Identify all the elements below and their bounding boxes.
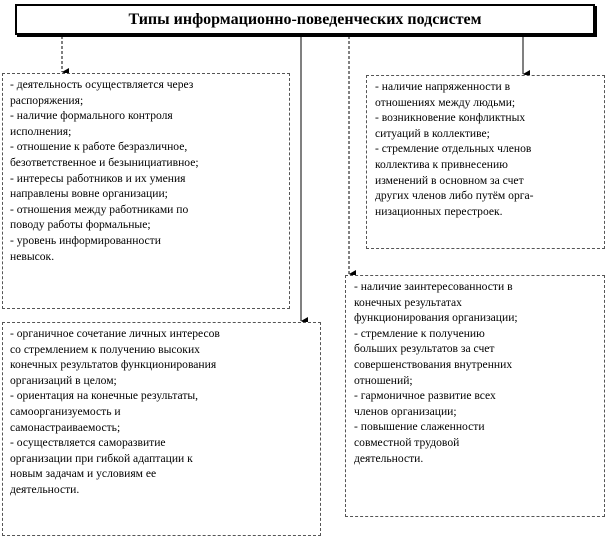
subsystem-box-organic	[2, 322, 321, 536]
list-item: - ориентация на конечные результаты, самоорганизуемость и самонастраиваемость;	[10, 389, 199, 434]
list-item: - наличие заинтересованности в конечных результатах функционирования организации;	[354, 280, 518, 325]
list-item: - повышение слаженности совместной трудовой деятельности.	[354, 420, 485, 465]
list-item: - наличие напряженности в отношениях между людьми;	[375, 80, 516, 109]
subsystem-box-conflict	[366, 75, 605, 249]
list-item: - деятельность осуществляется через распоряжения;	[10, 78, 194, 107]
subsystem-box-formal	[2, 73, 290, 309]
list-item: - интересы работников и их умения направлены вовне организации;	[10, 171, 186, 201]
list-item: - осуществляется саморазвитие организации при гибкой адаптации к новым задачам и условиям ее деятельности.	[10, 436, 193, 496]
list-item: - стремление к получению больших результатов за счет совершенствования внутренних отношений;	[354, 326, 513, 387]
list-item: - уровень информированности невысок.	[10, 233, 161, 263]
list-item: - отношения между работниками по поводу работы формальные;	[10, 202, 189, 232]
list-item: - гармоничное развитие всех членов организации;	[354, 389, 496, 418]
list-item: - органичное сочетание личных интересов со стремлением к получению высоких конечных результатов функционирования организаций в целом;	[10, 327, 220, 387]
list-item: - стремление отдельных членов коллектива к привнесению изменений в основном за счет других членов либо путём орга- низационных перестроек.	[375, 142, 534, 218]
subsystem-box-harmonious	[345, 275, 605, 517]
list-item: - возникновение конфликтных ситуаций в коллективе;	[375, 111, 526, 140]
list-item: - наличие формального контроля исполнения;	[10, 109, 173, 138]
diagram-title: Типы информационно-поведенческих подсистем	[15, 4, 595, 35]
list-item: - отношение к работе безразличное, безответственное и безынициативное;	[10, 140, 199, 169]
